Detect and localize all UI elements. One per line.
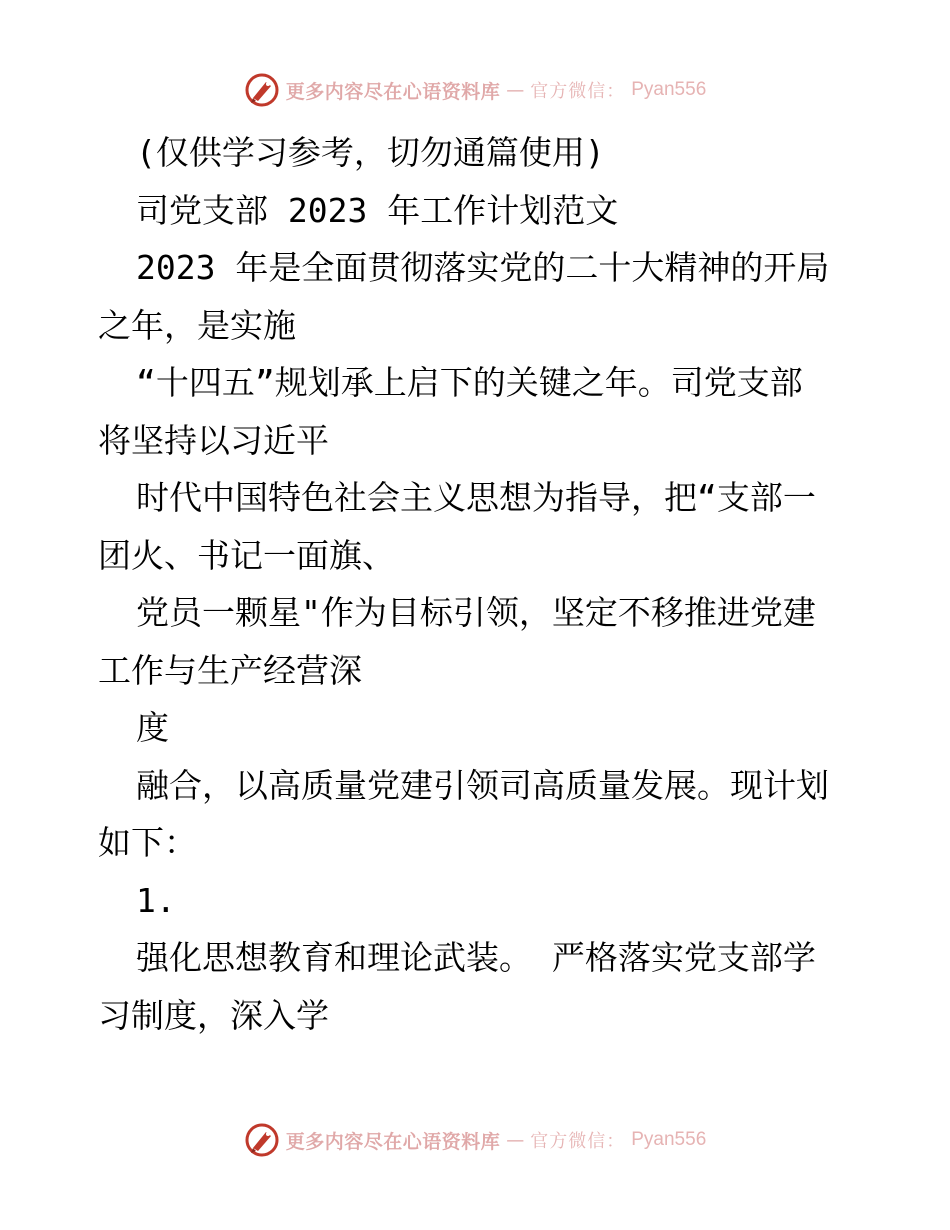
text-line: 团火、书记一面旗、 <box>98 535 395 575</box>
text-line: 习制度，深入学 <box>98 995 329 1035</box>
text-line: 度 <box>136 708 169 747</box>
text-line: 将坚持以习近平 <box>98 420 329 460</box>
footer-watermark <box>0 1120 950 1160</box>
text-line: 1. <box>136 880 176 920</box>
text-line: 融合，以高质量党建引领司高质量发展。现计划 <box>136 765 829 805</box>
watermark-wechat-id: Pyan556 <box>631 1129 707 1150</box>
watermark-text: 更多内容尽在心语资料库 <box>285 80 501 103</box>
text-line: 2023 年是全面贯彻落实党的二十大精神的开局 <box>136 248 830 287</box>
text-line: 时代中国特色社会主义思想为指导，把“支部一 <box>136 478 816 517</box>
watermark-wechat-id: Pyan556 <box>631 79 707 100</box>
text-line: 如下： <box>98 823 197 862</box>
text-line: “十四五”规划承上启下的关键之年。司党支部 <box>136 363 803 402</box>
text-line: 司党支部 2023 年工作计划范文 <box>136 190 619 230</box>
text-line: 党员一颗星"作为目标引领，坚定不移推进党建 <box>136 593 816 632</box>
pen-logo-icon <box>244 1122 280 1158</box>
pen-logo-icon <box>244 72 280 108</box>
watermark-dash: — <box>506 1129 525 1151</box>
header-watermark <box>0 70 950 110</box>
text-line: 工作与生产经营深 <box>98 650 362 690</box>
watermark-wechat-label: 官方微信： <box>530 81 626 102</box>
text-line: (仅供学习参考，切勿通篇使用) <box>136 133 605 172</box>
watermark-text: 更多内容尽在心语资料库 <box>285 1130 501 1153</box>
text-line: 强化思想教育和理论武装。 严格落实党支部学 <box>136 938 816 977</box>
text-line: 之年，是实施 <box>98 305 296 345</box>
document-body <box>98 124 858 1044</box>
watermark-wechat-label: 官方微信： <box>530 1131 626 1152</box>
watermark-dash: — <box>506 79 525 101</box>
